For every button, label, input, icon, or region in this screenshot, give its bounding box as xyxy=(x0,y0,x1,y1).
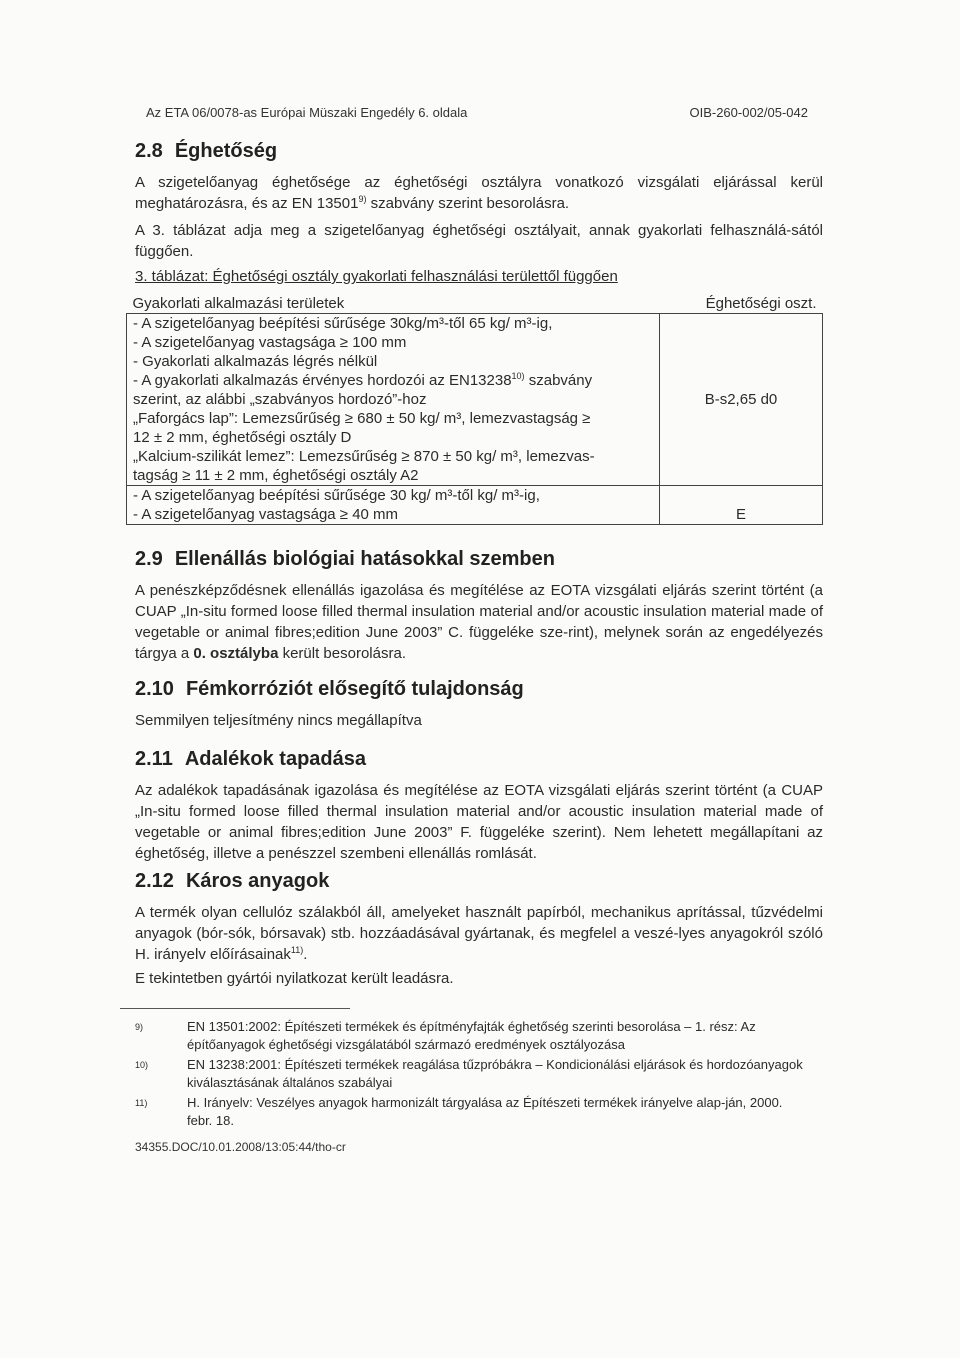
footnote-text: EN 13238:2001: Építészeti termékek reagálása tűzpróbákra – Kondicionálási eljárások és hordozóanyagok kiválasztásának általános szabályai xyxy=(187,1057,803,1090)
paragraph: A penészképződésnek ellenállás igazolása és megítélése az EOTA vizsgálati eljárás szerint történt (a CUAP „In-situ formed loose filled thermal insulation material and/or acoustic insulation material made of vegetable or animal fibres;edition June 2003” C. függeléke sze-rint), melynek során az engedélyezés tárgya a 0. osztályba került besorolásra. xyxy=(135,582,823,662)
footnote-divider xyxy=(120,1008,350,1009)
table-cell: - A szigetelőanyag beépítési sűrűsége 30kg/m³-től 65 kg/ m³-ig, - A szigetelőanyag vastagsága ≥ 100 mm - Gyakorlati alkalmazás légrés nélkül - A gyakorlati alkalmazás érvényes hordozói az EN13238$^{10)}$ szabvány szerint, az alábbi „szabványos hordozó”-hoz „Faforgács lap”: Lemezsűrűség ≥ 680 ± 50 kg/ m³, lemezvastagság ≥ 12 ± 2 mm, éghetőségi osztály D „Kalcium-szilikát lemez”: Lemezsűrűség ≥ 870 ± 50 kg/ m³, lemezvas- tagság ≥ 11 ± 2 mm, éghetőségi osztály A2 xyxy=(127,314,660,486)
header-right: OIB-260-002/05-042 xyxy=(689,105,808,120)
classification-table xyxy=(126,294,823,525)
footnote-mark: 11) xyxy=(135,1098,148,1108)
document-footer: 34355.DOC/10.01.2008/13:05:44/tho-cr xyxy=(135,1140,346,1154)
table-cell: B-s2,65 d0 xyxy=(660,314,823,486)
heading-2-8 xyxy=(135,140,277,163)
paragraph: A 3. táblázat adja meg a szigetelőanyag éghetőségi osztályait, annak gyakorlati felhasználá-sától függően. xyxy=(135,222,823,260)
heading-2-9 xyxy=(135,548,555,571)
footnote-ref: 11) xyxy=(290,945,304,955)
section-number: 2.9 xyxy=(135,548,163,570)
section-title: Fémkorróziót elősegítő tulajdonság xyxy=(185,678,524,700)
footnote-ref: 9) xyxy=(358,194,367,204)
footnote-text: EN 13501:2002: Építészeti termékek és építményfajták éghetőség szerinti besorolása – 1. rész: Az építőanyagok éghetőségi vizsgálatából származó eredmények osztályozása xyxy=(187,1019,756,1052)
column-header: Éghetőségi oszt. xyxy=(660,294,823,314)
section-title: Káros anyagok xyxy=(185,870,330,892)
heading-2-11 xyxy=(135,748,366,771)
footnote-text: H. Irányelv: Veszélyes anyagok harmonizált tárgyalása az Építészeti termékek irányelve alap-ján, 2000. febr. 18. xyxy=(187,1095,783,1128)
section-number: 2.12 xyxy=(135,870,174,892)
table-row xyxy=(127,314,823,486)
paragraph: Az adalékok tapadásának igazolása és megítélése az EOTA vizsgálati eljárás szerint történt (a CUAP „In-situ formed loose filled thermal insulation material and/or acoustic insulation material made of vegetable or animal fibres;edition June 2003” F. függeléke szerint). Nem lehetett megállapítani az éghetőség, illetve a penészzel szembeni ellenállás romlását. xyxy=(135,782,823,862)
heading-2-12 xyxy=(135,870,329,893)
footnote-mark: 9) xyxy=(135,1022,144,1032)
table-cell: - A szigetelőanyag beépítési sűrűsége 30 kg/ m³-től kg/ m³-ig, - A szigetelőanyag vastagsága ≥ 40 mm xyxy=(127,486,660,525)
section-title: Ellenállás biológiai hatásokkal szemben xyxy=(174,548,555,570)
table-caption: 3. táblázat: Éghetőségi osztály gyakorlati felhasználási területtől függően xyxy=(135,268,618,285)
section-number: 2.10 xyxy=(135,678,174,700)
table-header-row xyxy=(127,294,823,314)
paragraph: E tekintetben gyártói nyilatkozat került leadásra. xyxy=(135,970,454,987)
paragraph: Semmilyen teljesítmény nincs megállapítva xyxy=(135,712,422,729)
paragraph: A szigetelőanyag éghetősége az éghetőségi osztályra vonatkozó vizsgálati eljárással kerül meghatározásra, és az EN 13501$^{9)}$ szabvány szerint besorolásra. xyxy=(135,174,823,212)
footnote-ref: 10) xyxy=(511,371,525,381)
section-title: Adalékok tapadása xyxy=(184,748,367,770)
header-left: Az ETA 06/0078-as Európai Müszaki Engedély 6. oldala xyxy=(146,105,468,120)
footnote-mark: 10) xyxy=(135,1060,149,1070)
section-title: Éghetőség xyxy=(174,140,278,162)
table-row xyxy=(127,486,823,525)
heading-2-10 xyxy=(135,678,524,701)
section-number: 2.8 xyxy=(135,140,163,162)
paragraph: A termék olyan cellulóz szálakból áll, amelyeket használt papírból, mechanikus aprítással, tűzvédelmi anyagok (bór-sók, bórsavak) stb. hozzáadásával gyártanak, és megfelel a veszé-lyes anyagokról szóló H. irányelv előírásainak$^{11)}$. xyxy=(135,904,823,963)
section-number: 2.11 xyxy=(135,748,173,770)
column-header: Gyakorlati alkalmazási területek xyxy=(127,294,660,314)
table-cell: E xyxy=(660,486,823,525)
